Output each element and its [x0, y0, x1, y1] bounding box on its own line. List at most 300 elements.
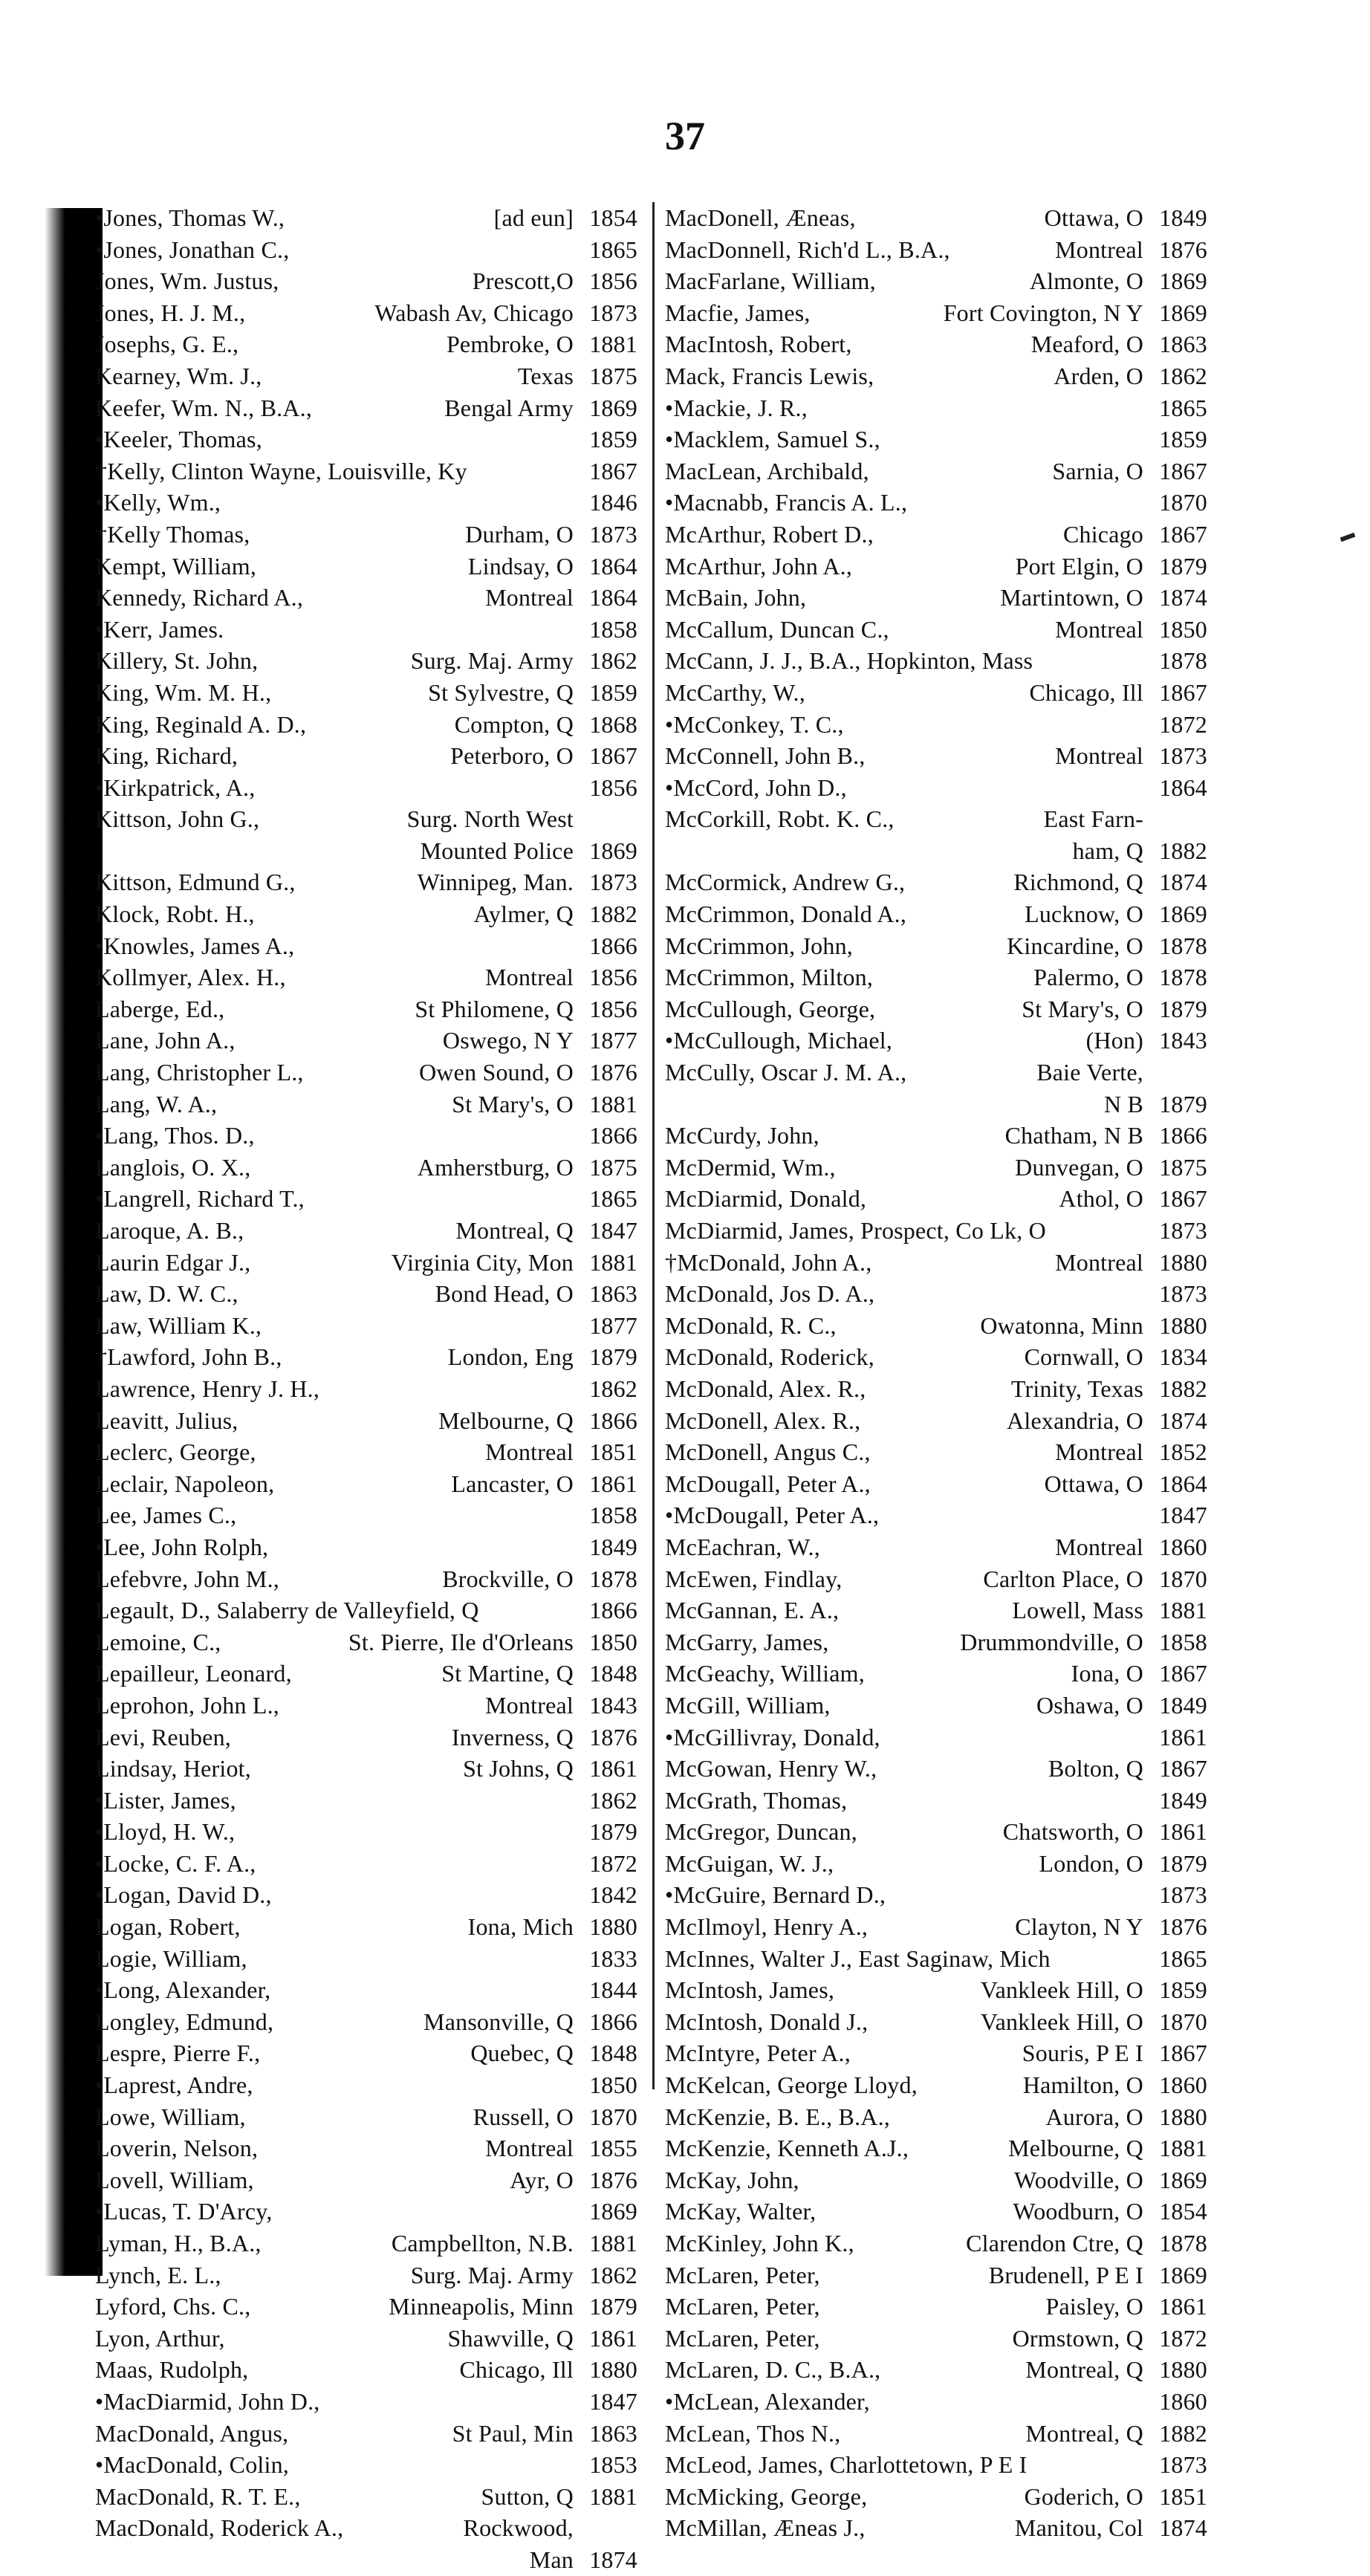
entry-place: Dunvegan, O: [1015, 1153, 1143, 1181]
entry-name: McEachran, W.,: [665, 1533, 820, 1560]
directory-entry: [95, 1594, 637, 1626]
entry-year: 1881: [1159, 2135, 1207, 2162]
directory-entry: [665, 2512, 1207, 2544]
entry-place: Palermo, O: [1033, 964, 1143, 991]
entry-name: McCarthy, W.,: [665, 678, 805, 706]
entry-name: Logie, William,: [95, 1944, 247, 1972]
entry-name: †Kelly Thomas,: [95, 520, 250, 548]
directory-entry: [95, 1879, 637, 1911]
entry-place: St Sylvestre, Q: [428, 678, 574, 706]
entry-name: McMicking, George,: [665, 2482, 868, 2510]
entry-name: •Lucas, T. D'Arcy,: [95, 2198, 273, 2225]
entry-year: 1866: [589, 932, 637, 959]
directory-entry: [95, 2354, 637, 2386]
entry-name: McDermid, Wm.,: [665, 1153, 836, 1181]
entry-year: 1862: [589, 1375, 637, 1402]
entry-year: 1874: [1159, 869, 1207, 896]
entry-place: Carlton Place, O: [983, 1565, 1143, 1592]
entry-place: Ottawa, O: [1044, 1470, 1143, 1497]
entry-name: McCallum, Duncan C.,: [665, 615, 889, 643]
entry-year: 1864: [589, 552, 637, 580]
directory-entry: [95, 360, 637, 392]
directory-entry: [95, 2069, 637, 2101]
directory-entry: [665, 1594, 1207, 1626]
directory-entry: [95, 1531, 637, 1563]
entry-year: 1867: [1159, 678, 1207, 706]
entry-year: 1872: [589, 1849, 637, 1877]
directory-entry: [665, 2006, 1207, 2038]
directory-entry: [95, 1405, 637, 1437]
entry-year: 1873: [1159, 1217, 1207, 1244]
entry-year: 1861: [1159, 1818, 1207, 1846]
directory-entry: [95, 2037, 637, 2069]
entry-year: 1860: [1159, 2387, 1207, 2415]
entry-year: 1849: [1159, 1691, 1207, 1719]
directory-entry: [95, 1785, 637, 1817]
directory-entry: [665, 2259, 1207, 2291]
directory-entry: [95, 1626, 637, 1658]
directory-entry: [665, 1373, 1207, 1405]
directory-entry: [95, 1373, 637, 1405]
directory-entry: [95, 1722, 637, 1753]
directory-entry: [95, 297, 637, 329]
directory-entry: [95, 835, 637, 867]
directory-entry: [95, 2132, 637, 2164]
column-divider: [652, 202, 655, 2089]
directory-entry: [665, 1626, 1207, 1658]
entry-place: Winnipeg, Man.: [417, 869, 574, 896]
directory-entry: [665, 1531, 1207, 1563]
entry-name: •Logan, David D.,: [95, 1881, 272, 1909]
entry-place: Baie Verte,: [1036, 1059, 1143, 1086]
entry-name: McMillan, Æneas J.,: [665, 2514, 866, 2542]
directory-entry: [665, 1341, 1207, 1373]
directory-entry: [95, 772, 637, 804]
directory-entry: [665, 2132, 1207, 2164]
entry-place: ham, Q: [1072, 837, 1143, 864]
directory-entry: [665, 2101, 1207, 2133]
entry-year: 1867: [1159, 1185, 1207, 1213]
entry-year: 1861: [1159, 1723, 1207, 1751]
directory-entry: [95, 1310, 637, 1342]
entry-name: Lyford, Chs. C.,: [95, 2293, 251, 2320]
entry-name: McDonald, Alex. R.,: [665, 1375, 866, 1402]
entry-year: 1865: [589, 236, 637, 263]
entry-place: St Mary's, O: [452, 1090, 574, 1117]
entry-place: Quebec, Q: [470, 2040, 574, 2067]
entry-year: 1858: [589, 1502, 637, 1529]
entry-name: MacDonald, Roderick A.,: [95, 2514, 344, 2542]
entry-name: McLaren, D. C., B.A.,: [665, 2356, 881, 2384]
entry-name: McGowan, Henry W.,: [665, 1755, 877, 1782]
directory-entry: [95, 1753, 637, 1785]
entry-name: Jones, H. J. M.,: [95, 299, 246, 326]
entry-place: Surg. North West: [406, 805, 574, 833]
entry-year: 1874: [1159, 584, 1207, 611]
directory-entry: [95, 898, 637, 930]
directory-entry: [95, 1974, 637, 2006]
directory-entry: [665, 2418, 1207, 2450]
entry-name: McIntosh, Donald J.,: [665, 2008, 869, 2035]
directory-entry: [665, 2481, 1207, 2513]
directory-entry: [665, 993, 1207, 1025]
entry-year: 1856: [589, 995, 637, 1022]
entry-place: Almonte, O: [1029, 267, 1143, 295]
entry-year: 1881: [589, 2482, 637, 2510]
entry-year: 1876: [589, 1059, 637, 1086]
directory-entry: [95, 519, 637, 551]
entry-place: Montreal: [1055, 615, 1143, 643]
entry-place: Brudenell, P E I: [988, 2261, 1143, 2288]
entry-place: St Philomene, Q: [415, 995, 574, 1022]
entry-year: 1863: [1159, 331, 1207, 358]
entry-year: 1880: [589, 2356, 637, 2384]
entry-place: Iona, O: [1071, 1660, 1143, 1687]
entry-place: Montreal: [1055, 742, 1143, 770]
entry-place: Bond Head, O: [435, 1280, 574, 1308]
entry-year: 1875: [589, 1153, 637, 1181]
entry-place: Bengal Army: [444, 394, 574, 421]
directory-entry: [665, 1468, 1207, 1500]
entry-year: 1879: [1159, 1090, 1207, 1117]
entry-name: Longley, Edmund,: [95, 2008, 274, 2035]
entry-place: Meaford, O: [1030, 331, 1143, 358]
directory-entry: [95, 1499, 637, 1531]
entry-year: 1861: [589, 2324, 637, 2352]
entry-name: Lindsay, Heriot,: [95, 1755, 251, 1782]
entry-place: Trinity, Texas: [1010, 1375, 1143, 1402]
entry-year: 1869: [589, 837, 637, 864]
entry-year: 1866: [589, 1407, 637, 1434]
entry-name: Loverin, Nelson,: [95, 2135, 259, 2162]
entry-name: Killery, St. John,: [95, 647, 259, 675]
entry-place: Prescott,O: [472, 267, 574, 295]
directory-entry: [665, 1405, 1207, 1437]
entry-place: Montreal, Q: [1025, 2419, 1143, 2447]
entry-year: 1833: [589, 1944, 637, 1972]
entry-year: 1881: [1159, 1597, 1207, 1624]
entry-name: McCully, Oscar J. M. A.,: [665, 1059, 907, 1086]
entry-name: McKenzie, Kenneth A.J.,: [665, 2135, 909, 2162]
entry-place: St Johns, Q: [463, 1755, 574, 1782]
directory-entry: [665, 1025, 1207, 1057]
entry-place: Goderich, O: [1024, 2482, 1143, 2510]
entry-name: Kittson, John G.,: [95, 805, 260, 833]
directory-entry: [95, 1563, 637, 1595]
entry-year: 1881: [589, 1248, 637, 1276]
directory-entry: [665, 961, 1207, 993]
directory-entry: [665, 1690, 1207, 1722]
entry-place: Martintown, O: [1000, 584, 1143, 611]
entry-name: Kittson, Edmund G.,: [95, 869, 296, 896]
directory-entry: [665, 1089, 1207, 1120]
entry-place: Vankleek Hill, O: [980, 2008, 1143, 2035]
entry-place: (Hon): [1085, 1027, 1143, 1054]
directory-entry: [95, 487, 637, 519]
entry-name: MacDonald, R. T. E.,: [95, 2482, 301, 2510]
entry-year: 1850: [589, 2071, 637, 2099]
entry-place: Mansonville, Q: [423, 2008, 574, 2035]
directory-entry: [95, 202, 637, 234]
directory-entry: [665, 835, 1207, 867]
directory-entry: [665, 645, 1207, 677]
directory-entry: [665, 1943, 1207, 1975]
entry-year: 1847: [589, 1217, 637, 1244]
directory-entry: [95, 2544, 637, 2576]
entry-name: Lyman, H., B.A.,: [95, 2230, 262, 2257]
scan-edge-shadow: [45, 208, 103, 2276]
entry-year: 1864: [1159, 1470, 1207, 1497]
entry-year: 1876: [589, 1723, 637, 1751]
entry-name: MacDonell, Æneas,: [665, 204, 856, 231]
entry-name: McGannan, E. A.,: [665, 1597, 840, 1624]
entry-name: McLean, Thos N.,: [665, 2419, 841, 2447]
entry-name: Kennedy, Richard A.,: [95, 584, 304, 611]
entry-place: Lancaster, O: [451, 1470, 574, 1497]
directory-entry: [95, 2164, 637, 2196]
directory-entry: [95, 866, 637, 898]
pencil-mark: [1340, 533, 1356, 542]
entry-place: Montreal: [485, 2135, 574, 2162]
entry-name: McEwen, Findlay,: [665, 1565, 843, 1592]
entry-name: McCurdy, John,: [665, 1122, 819, 1149]
entry-name: McCrimmon, Milton,: [665, 964, 874, 991]
entry-year: 1874: [1159, 2514, 1207, 2542]
entry-year: 1882: [1159, 2419, 1207, 2447]
entry-place: Chatham, N B: [1004, 1122, 1143, 1149]
entry-place: Lowell, Mass: [1012, 1597, 1143, 1624]
directory-entry: [95, 1247, 637, 1279]
entry-name: McDonell, Alex. R.,: [665, 1407, 861, 1434]
entry-name: •Jones, Thomas W.,: [95, 204, 285, 231]
entry-name: MacLean, Archibald,: [665, 457, 869, 484]
directory-entry: [665, 202, 1207, 234]
entry-place: Vankleek Hill, O: [980, 1976, 1143, 2004]
entry-year: 1873: [1159, 1280, 1207, 1308]
entry-place: Texas: [517, 362, 574, 389]
directory-entry: [665, 1658, 1207, 1690]
entry-year: 1873: [589, 299, 637, 326]
entry-place: Amherstburg, O: [417, 1153, 574, 1181]
entry-name: Leprohon, John L.,: [95, 1691, 280, 1719]
entry-name: McLaren, Peter,: [665, 2324, 820, 2352]
directory-entry: [665, 1310, 1207, 1342]
entry-place: [ad eun]: [493, 204, 574, 231]
entry-name: Mack, Francis Lewis,: [665, 362, 874, 389]
entry-year: 1859: [1159, 426, 1207, 453]
entry-name: Law, D. W. C.,: [95, 1280, 238, 1308]
directory-entry: [95, 1943, 637, 1975]
directory-entry: [95, 1183, 637, 1215]
directory-entry: [95, 424, 637, 455]
directory-entry: [665, 1974, 1207, 2006]
entry-name: King, Richard,: [95, 742, 238, 770]
entry-year: 1850: [589, 1628, 637, 1655]
entry-name: McKelcan, George Lloyd,: [665, 2071, 918, 2099]
entry-place: Woodburn, O: [1013, 2198, 1143, 2225]
directory-entry: [95, 2006, 637, 2038]
directory-entry: [95, 1089, 637, 1120]
entry-name: Kollmyer, Alex. H.,: [95, 964, 286, 991]
directory-entry: [95, 961, 637, 993]
entry-place: Brockville, O: [442, 1565, 574, 1592]
entry-year: 1863: [589, 2419, 637, 2447]
entry-place: Ormstown, Q: [1012, 2324, 1143, 2352]
entry-year: 1834: [1159, 1343, 1207, 1371]
entry-year: 1870: [1159, 1565, 1207, 1592]
entry-place: Athol, O: [1059, 1185, 1143, 1213]
directory-entry: [665, 803, 1207, 835]
entry-place: London, O: [1039, 1849, 1143, 1877]
entry-name: Lang, W. A.,: [95, 1090, 218, 1117]
entry-name: McDonald, Roderick,: [665, 1343, 874, 1371]
entry-name: Lang, Christopher L.,: [95, 1059, 304, 1086]
directory-entry: [665, 772, 1207, 804]
entry-name: •McConkey, T. C.,: [665, 710, 844, 738]
entry-year: 1860: [1159, 1533, 1207, 1560]
entry-place: Bolton, Q: [1048, 1755, 1143, 1782]
entry-name: McKenzie, B. E., B.A.,: [665, 2103, 891, 2130]
entry-year: 1880: [1159, 2356, 1207, 2384]
directory-entry: [95, 2386, 637, 2418]
entry-year: 1880: [1159, 1311, 1207, 1339]
entry-year: 1844: [589, 1976, 637, 2004]
right-column: [665, 202, 1207, 2544]
entry-year: 1858: [589, 615, 637, 643]
directory-entry: [665, 709, 1207, 741]
entry-year: 1867: [1159, 1755, 1207, 1782]
entry-year: 1855: [589, 2135, 637, 2162]
entry-year: 1869: [1159, 2166, 1207, 2193]
entry-name: McCullough, George,: [665, 995, 876, 1022]
entry-year: 1870: [1159, 489, 1207, 516]
entry-name: McDougall, Peter A.,: [665, 1470, 871, 1497]
entry-year: 1881: [589, 2230, 637, 2257]
directory-entry: [665, 360, 1207, 392]
entry-year: 1882: [1159, 837, 1207, 864]
entry-place: Montreal, Q: [455, 1217, 574, 1244]
directory-entry: [95, 709, 637, 741]
entry-name: McDonell, Angus C.,: [665, 1438, 871, 1466]
directory-entry: [665, 582, 1207, 614]
entry-place: Pembroke, O: [446, 331, 574, 358]
directory-entry: [95, 1341, 637, 1373]
entry-name: Kearney, Wm. J.,: [95, 362, 262, 389]
entry-year: 1848: [589, 1660, 637, 1687]
entry-name: Legault, D., Salaberry de Valleyfield, Q: [95, 1597, 479, 1624]
entry-name: McLaren, Peter,: [665, 2293, 820, 2320]
entry-name: Maas, Rudolph,: [95, 2356, 249, 2384]
directory-entry: [95, 2196, 637, 2228]
directory-entry: [665, 1278, 1207, 1310]
entry-place: Oswego, N Y: [442, 1027, 574, 1054]
entry-place: Montreal: [1055, 236, 1143, 263]
entry-year: 1849: [589, 1533, 637, 1560]
entry-place: Melbourne, Q: [1008, 2135, 1143, 2162]
entry-year: 1858: [1159, 1628, 1207, 1655]
entry-name: McDiarmid, Donald,: [665, 1185, 867, 1213]
entry-year: 1866: [589, 2008, 637, 2035]
entry-name: McDiarmid, James, Prospect, Co Lk, O: [665, 1217, 1046, 1244]
entry-place: Virginia City, Mon: [391, 1248, 574, 1276]
entry-place: Montreal: [1055, 1248, 1143, 1276]
directory-entry: [665, 866, 1207, 898]
entry-place: Minneapolis, Minn: [389, 2293, 574, 2320]
entry-place: Sarnia, O: [1052, 457, 1143, 484]
directory-entry: [665, 392, 1207, 424]
entry-place: Compton, Q: [454, 710, 574, 738]
entry-name: •Keeler, Thomas,: [95, 426, 262, 453]
directory-entry: [665, 234, 1207, 266]
directory-entry: [95, 328, 637, 360]
entry-name: McInnes, Walter J., East Saginaw, Mich: [665, 1944, 1051, 1972]
entry-name: Lynch, E. L.,: [95, 2261, 221, 2288]
directory-entry: [665, 740, 1207, 772]
entry-name: McGeachy, William,: [665, 1660, 865, 1687]
entry-year: 1875: [1159, 1153, 1207, 1181]
entry-year: 1873: [1159, 1881, 1207, 1909]
directory-entry: [665, 2449, 1207, 2481]
entry-year: 1848: [589, 2040, 637, 2067]
entry-year: 1847: [1159, 1502, 1207, 1529]
entry-year: 1856: [589, 267, 637, 295]
entry-place: Woodville, O: [1013, 2166, 1143, 2193]
entry-place: Campbellton, N.B.: [391, 2230, 574, 2257]
entry-year: 1881: [589, 1090, 637, 1117]
directory-entry: [665, 2386, 1207, 2418]
entry-place: Mounted Police: [420, 837, 574, 864]
entry-year: 1854: [589, 204, 637, 231]
entry-year: 1861: [589, 1755, 637, 1782]
entry-place: Richmond, Q: [1013, 869, 1143, 896]
entry-place: Montreal: [1055, 1438, 1143, 1466]
directory-entry: [665, 2228, 1207, 2259]
entry-name: McCrimmon, John,: [665, 932, 853, 959]
directory-entry: [665, 1563, 1207, 1595]
entry-name: Laberge, Ed.,: [95, 995, 225, 1022]
entry-name: MacIntosh, Robert,: [665, 331, 852, 358]
directory-entry: [95, 2291, 637, 2323]
entry-place: Clarendon Ctre, Q: [966, 2230, 1143, 2257]
entry-name: Keefer, Wm. N., B.A.,: [95, 394, 313, 421]
entry-year: 1878: [1159, 647, 1207, 675]
entry-year: 1866: [589, 1122, 637, 1149]
entry-name: •McGuire, Bernard D.,: [665, 1881, 886, 1909]
entry-name: •Locke, C. F. A.,: [95, 1849, 256, 1877]
entry-year: 1880: [1159, 2103, 1207, 2130]
entry-year: 1873: [589, 869, 637, 896]
entry-year: 1852: [1159, 1438, 1207, 1466]
entry-year: 1867: [589, 742, 637, 770]
entry-name: McDonald, R. C.,: [665, 1311, 837, 1339]
directory-entry: [665, 1785, 1207, 1817]
entry-year: 1878: [1159, 932, 1207, 959]
entry-year: 1859: [589, 678, 637, 706]
entry-year: 1853: [589, 2451, 637, 2479]
entry-name: King, Reginald A. D.,: [95, 710, 307, 738]
entry-year: 1873: [589, 520, 637, 548]
entry-place: Inverness, Q: [451, 1723, 574, 1751]
directory-entry: [95, 2259, 637, 2291]
directory-entry: [665, 1499, 1207, 1531]
entry-name: •McDougall, Peter A.,: [665, 1502, 880, 1529]
entry-place: Montreal, Q: [1025, 2356, 1143, 2384]
entry-name: †McDonald, John A.,: [665, 1248, 872, 1276]
entry-year: 1865: [589, 1185, 637, 1213]
directory-entry: [665, 2037, 1207, 2069]
entry-place: Lindsay, O: [467, 552, 574, 580]
directory-entry: [95, 740, 637, 772]
